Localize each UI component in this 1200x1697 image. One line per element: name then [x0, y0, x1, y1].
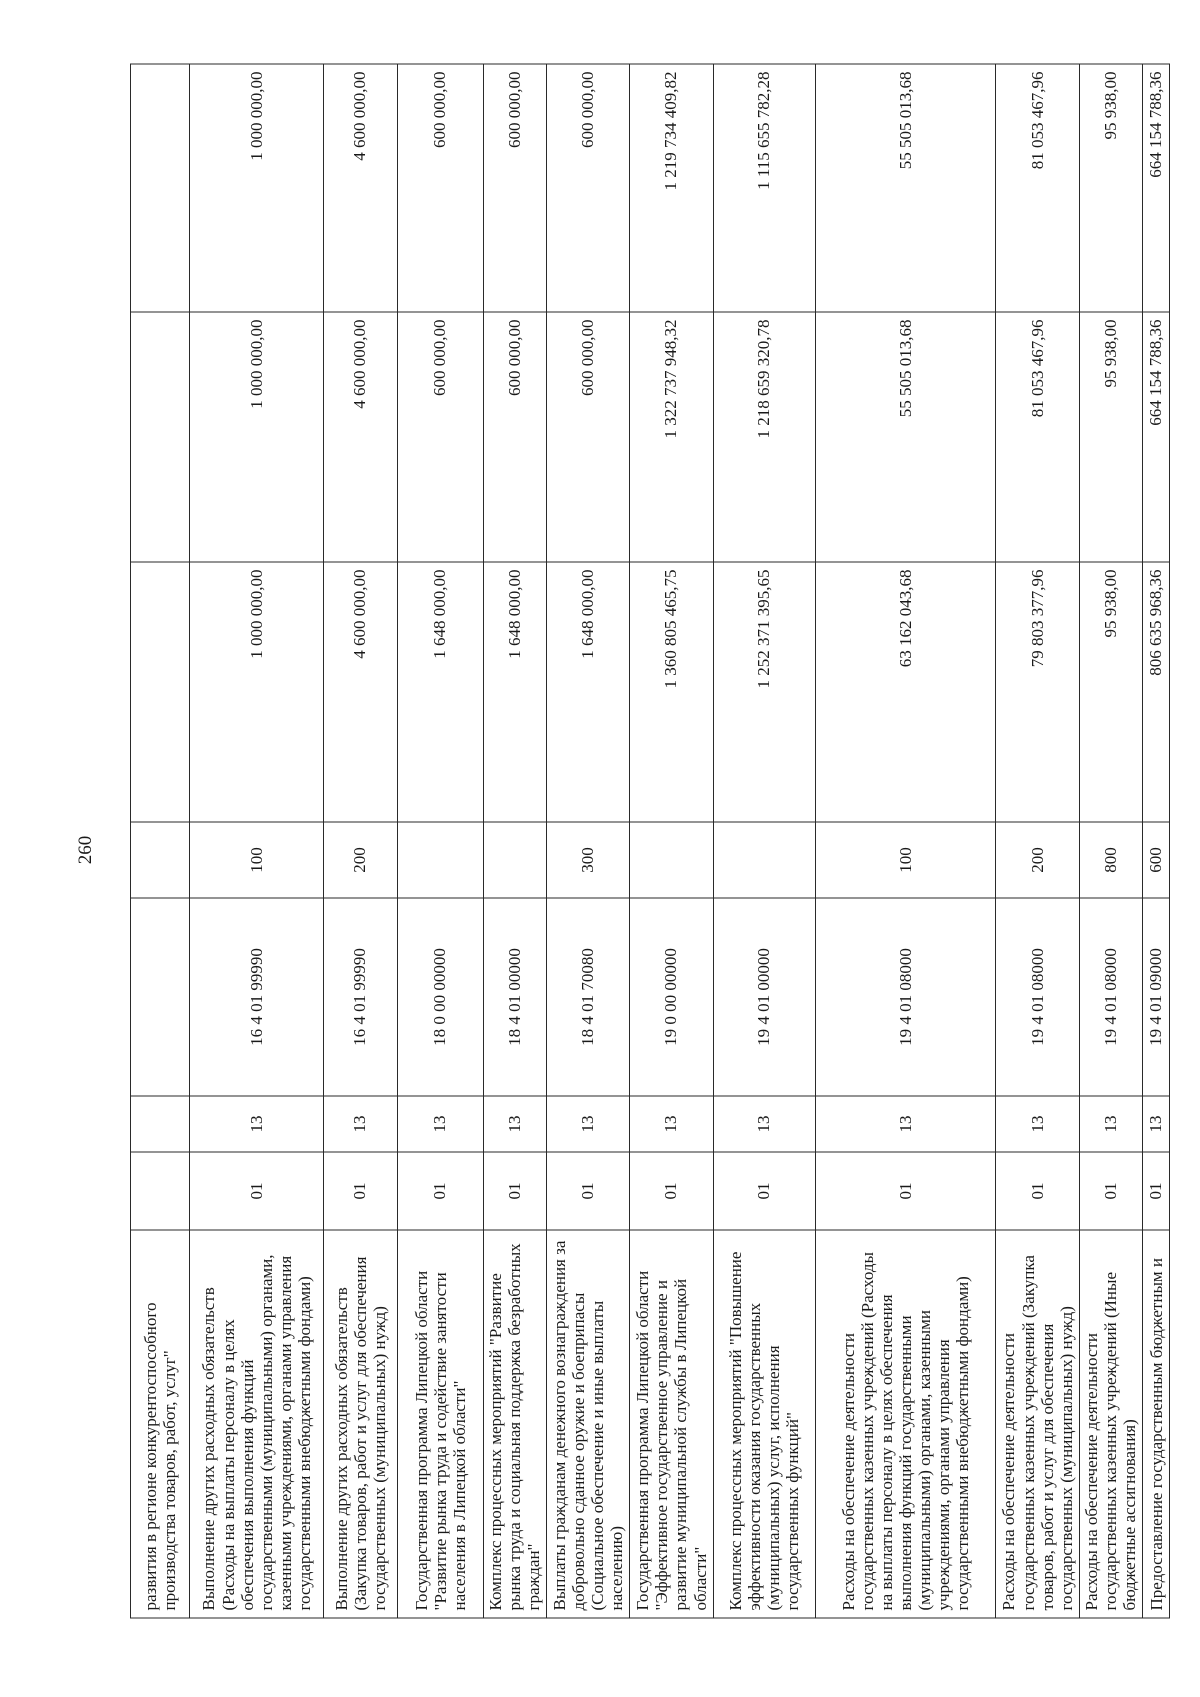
section-code-cell	[131, 1152, 190, 1230]
table-row	[1079, 64, 1143, 1618]
amount-year3-cell: 600 000,00	[483, 64, 547, 312]
amount-year1-cell: 1 648 000,00	[397, 562, 483, 822]
section-code-cell: 01	[713, 1152, 816, 1230]
subsection-code-cell: 13	[547, 1096, 630, 1152]
section-code-cell: 01	[630, 1152, 713, 1230]
amount-year1-cell: 4 600 000,00	[323, 562, 397, 822]
table-row	[1143, 64, 1170, 1618]
subsection-code-cell	[131, 1096, 190, 1152]
amount-year3-cell: 55 505 013,68	[816, 64, 996, 312]
subsection-code-cell: 13	[1143, 1096, 1170, 1152]
expense-name-cell: Расходы на обеспечение деятельности государственных казенных учреждений (Расходы на выплаты персоналу в целях обеспечения выполнения функций государственными (муниципальными) органами, казенными учреждениями, органами управления государственными внебюджетными фондами)	[816, 1230, 996, 1618]
expense-type-cell	[713, 822, 816, 898]
table-row	[323, 64, 397, 1618]
target-article-cell: 19 0 00 00000	[630, 898, 713, 1096]
target-article-cell: 19 4 01 08000	[996, 898, 1079, 1096]
amount-year3-cell: 1 219 734 409,82	[630, 64, 713, 312]
subsection-code-cell: 13	[1079, 1096, 1143, 1152]
expense-type-cell: 600	[1143, 822, 1170, 898]
budget-table	[130, 64, 1170, 1619]
section-code-cell: 01	[323, 1152, 397, 1230]
expense-name-cell: Комплекс процессных мероприятий "Развитие рынка труда и социальная поддержка безработных граждан"	[483, 1230, 547, 1618]
target-article-cell: 19 4 01 09000	[1143, 898, 1170, 1096]
expense-name-cell: Расходы на обеспечение деятельности государственных казенных учреждений (Закупка товаров, работ и услуг для обеспечения государственных (муниципальных) нужд)	[996, 1230, 1079, 1618]
expense-type-cell: 200	[323, 822, 397, 898]
table-row	[713, 64, 816, 1618]
section-code-cell: 01	[397, 1152, 483, 1230]
amount-year2-cell: 81 053 467,96	[996, 312, 1079, 562]
target-article-cell: 16 4 01 99990	[190, 898, 323, 1096]
expense-type-cell: 200	[996, 822, 1079, 898]
section-code-cell: 01	[816, 1152, 996, 1230]
amount-year1-cell: 95 938,00	[1079, 562, 1143, 822]
expense-type-cell: 300	[547, 822, 630, 898]
amount-year1-cell: 1 648 000,00	[483, 562, 547, 822]
amount-year2-cell: 600 000,00	[397, 312, 483, 562]
target-article-cell: 18 4 01 70080	[547, 898, 630, 1096]
amount-year2-cell: 1 218 659 320,78	[713, 312, 816, 562]
amount-year1-cell: 1 252 371 395,65	[713, 562, 816, 822]
table-row	[397, 64, 483, 1618]
amount-year3-cell: 4 600 000,00	[323, 64, 397, 312]
amount-year1-cell: 1 648 000,00	[547, 562, 630, 822]
expense-type-cell: 100	[190, 822, 323, 898]
amount-year1-cell: 1 360 805 465,75	[630, 562, 713, 822]
subsection-code-cell: 13	[630, 1096, 713, 1152]
expense-type-cell	[397, 822, 483, 898]
expense-name-cell: Предоставление государственным бюджетным и	[1143, 1230, 1170, 1618]
amount-year1-cell: 63 162 043,68	[816, 562, 996, 822]
amount-year3-cell: 600 000,00	[547, 64, 630, 312]
amount-year2-cell	[131, 312, 190, 562]
table-frame	[130, 64, 1170, 1618]
subsection-code-cell: 13	[397, 1096, 483, 1152]
amount-year1-cell: 79 803 377,96	[996, 562, 1079, 822]
table-row	[816, 64, 996, 1618]
amount-year2-cell: 600 000,00	[483, 312, 547, 562]
target-article-cell: 18 4 01 00000	[483, 898, 547, 1096]
expense-name-cell: развития в регионе конкурентоспособного производства товаров, работ, услуг"	[131, 1230, 190, 1618]
expense-name-cell: Выполнение других расходных обязательств (Расходы на выплаты персоналу в целях обеспечения выполнения функций государственными (муниципальными) органами, казенными учреждениями, органами управления государственными внебюджетными фондами)	[190, 1230, 323, 1618]
target-article-cell: 19 4 01 00000	[713, 898, 816, 1096]
target-article-cell	[131, 898, 190, 1096]
subsection-code-cell: 13	[816, 1096, 996, 1152]
target-article-cell: 16 4 01 99990	[323, 898, 397, 1096]
section-code-cell: 01	[996, 1152, 1079, 1230]
expense-name-cell: Выполнение других расходных обязательств (Закупка товаров, работ и услуг для обеспечения государственных (муниципальных) нужд)	[323, 1230, 397, 1618]
subsection-code-cell: 13	[996, 1096, 1079, 1152]
target-article-cell: 19 4 01 08000	[1079, 898, 1143, 1096]
target-article-cell: 18 0 00 00000	[397, 898, 483, 1096]
section-code-cell: 01	[190, 1152, 323, 1230]
amount-year1-cell: 806 635 968,36	[1143, 562, 1170, 822]
section-code-cell: 01	[483, 1152, 547, 1230]
amount-year2-cell: 4 600 000,00	[323, 312, 397, 562]
expense-type-cell: 100	[816, 822, 996, 898]
table-row	[131, 64, 190, 1618]
table-row	[630, 64, 713, 1618]
amount-year2-cell: 1 322 737 948,32	[630, 312, 713, 562]
amount-year3-cell: 81 053 467,96	[996, 64, 1079, 312]
expense-name-cell: Государственная программа Липецкой области "Эффективное государственное управление и развитие муниципальной службы в Липецкой области"	[630, 1230, 713, 1618]
amount-year3-cell: 664 154 788,36	[1143, 64, 1170, 312]
amount-year2-cell: 664 154 788,36	[1143, 312, 1170, 562]
section-code-cell: 01	[1143, 1152, 1170, 1230]
section-code-cell: 01	[1079, 1152, 1143, 1230]
table-row	[996, 64, 1079, 1618]
table-row	[190, 64, 323, 1618]
amount-year1-cell	[131, 562, 190, 822]
amount-year3-cell: 1 115 655 782,28	[713, 64, 816, 312]
expense-type-cell	[483, 822, 547, 898]
expense-name-cell: Государственная программа Липецкой области "Развитие рынка труда и содействие занятости населения в Липецкой области"	[397, 1230, 483, 1618]
subsection-code-cell: 13	[483, 1096, 547, 1152]
page-number: 260	[75, 835, 96, 865]
table-row	[483, 64, 547, 1618]
expense-type-cell: 800	[1079, 822, 1143, 898]
table-body	[131, 64, 1170, 1618]
expense-name-cell: Выплаты гражданам денежного вознаграждения за добровольно сданное оружие и боеприпасы (Социальное обеспечение и иные выплаты населению)	[547, 1230, 630, 1618]
expense-type-cell	[630, 822, 713, 898]
expense-name-cell: Комплекс процессных мероприятий "Повышение эффективности оказания государственных (муниципальных) услуг, исполнения государственных функций"	[713, 1230, 816, 1618]
table-row	[547, 64, 630, 1618]
amount-year3-cell	[131, 64, 190, 312]
amount-year1-cell: 1 000 000,00	[190, 562, 323, 822]
subsection-code-cell: 13	[713, 1096, 816, 1152]
amount-year2-cell: 95 938,00	[1079, 312, 1143, 562]
amount-year2-cell: 55 505 013,68	[816, 312, 996, 562]
amount-year2-cell: 1 000 000,00	[190, 312, 323, 562]
expense-type-cell	[131, 822, 190, 898]
subsection-code-cell: 13	[323, 1096, 397, 1152]
amount-year3-cell: 600 000,00	[397, 64, 483, 312]
subsection-code-cell: 13	[190, 1096, 323, 1152]
expense-name-cell: Расходы на обеспечение деятельности государственных казенных учреждений (Иные бюджетные ассигнования)	[1079, 1230, 1143, 1618]
section-code-cell: 01	[547, 1152, 630, 1230]
target-article-cell: 19 4 01 08000	[816, 898, 996, 1096]
amount-year3-cell: 95 938,00	[1079, 64, 1143, 312]
amount-year3-cell: 1 000 000,00	[190, 64, 323, 312]
amount-year2-cell: 600 000,00	[547, 312, 630, 562]
